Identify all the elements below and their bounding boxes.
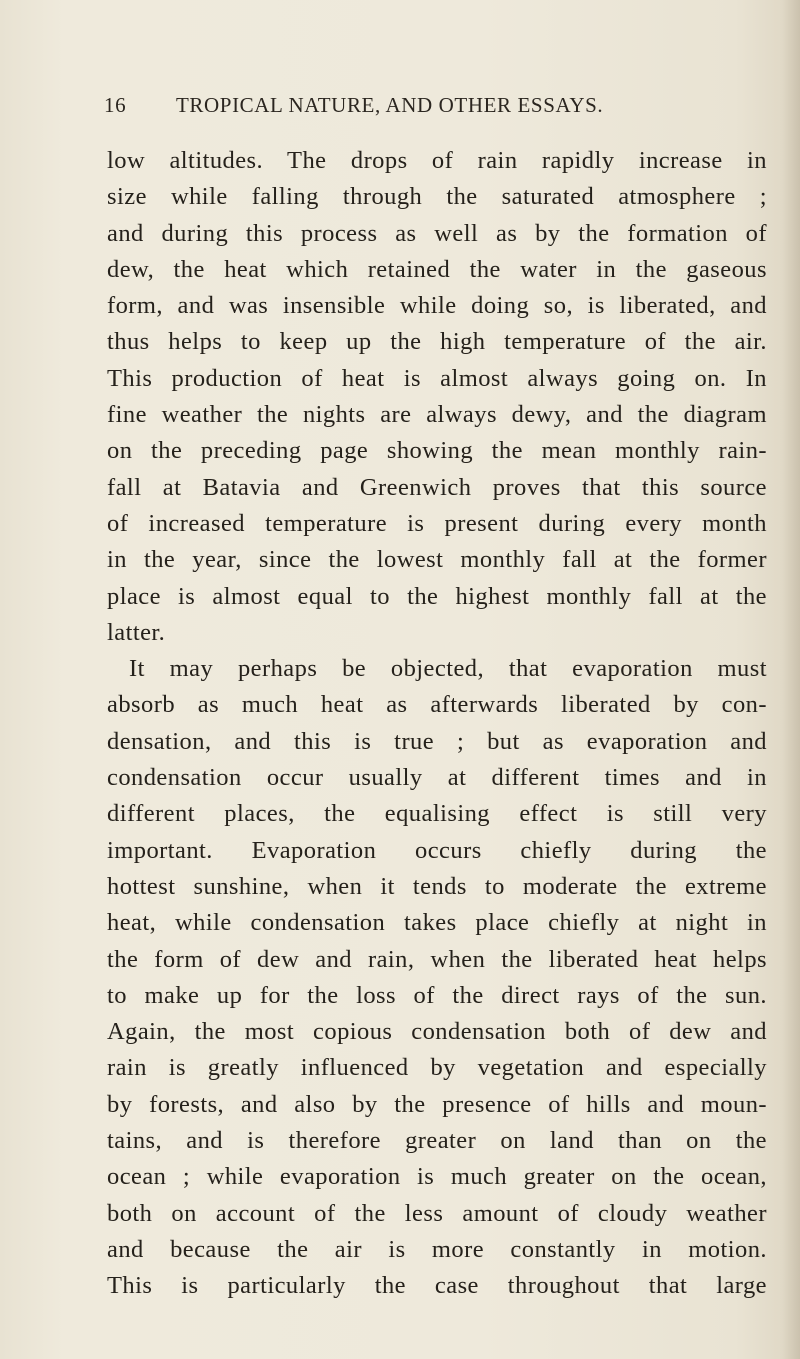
text-line: fall at Batavia and Greenwich proves that this source (107, 473, 767, 501)
text-line: low altitudes. The drops of rain rapidly increase in (107, 147, 767, 174)
text-line: This is particularly the case throughout that large (107, 1272, 767, 1300)
text-line: important. Evaporation occurs chiefly during the (107, 836, 767, 864)
text-line: heat, while condensation takes place chiefly at night in (107, 909, 767, 937)
text-line: place is almost equal to the highest monthly fall at the (107, 582, 767, 610)
text-line: and during this process as well as by the formation of (107, 219, 767, 247)
page-edge-shadow (782, 0, 800, 1359)
text-line: fine weather the nights are always dewy, and the diagram (107, 401, 767, 429)
text-line: form, and was insensible while doing so, is liberated, and (107, 292, 767, 320)
body-text (107, 143, 767, 1305)
text-line: Again, the most copious condensation both of dew and (107, 1018, 767, 1046)
text-line: of increased temperature is present during every month (107, 509, 767, 537)
text-line: This production of heat is almost always going on. In (107, 364, 767, 392)
text-line: ocean ; while evaporation is much greater on the ocean, (107, 1163, 767, 1191)
text-line: absorb as much heat as afterwards liberated by con- (107, 691, 767, 719)
text-line: the form of dew and rain, when the liberated heat helps (107, 945, 767, 973)
text-line: It may perhaps be objected, that evaporation must (129, 655, 767, 683)
text-line: dew, the heat which retained the water in the gaseous (107, 255, 767, 283)
text-line: size while falling through the saturated atmosphere ; (107, 183, 767, 211)
text-line: thus helps to keep up the high temperature of the air. (107, 328, 767, 356)
text-line: to make up for the loss of the direct rays of the sun. (107, 981, 767, 1009)
text-line: rain is greatly influenced by vegetation and especially (107, 1054, 767, 1082)
text-line: in the year, since the lowest monthly fall at the former (107, 546, 767, 574)
text-line: tains, and is therefore greater on land than on the (107, 1127, 767, 1155)
text-line: on the preceding page showing the mean monthly rain- (107, 437, 767, 465)
text-line: densation, and this is true ; but as evaporation and (107, 727, 767, 755)
text-line: by forests, and also by the presence of hills and moun- (107, 1090, 767, 1118)
text-line: different places, the equalising effect is still very (107, 800, 767, 828)
running-header (104, 93, 694, 127)
text-line: latter. (107, 618, 166, 646)
text-line: condensation occur usually at different times and in (107, 764, 767, 792)
text-line: hottest sunshine, when it tends to moderate the extreme (107, 872, 767, 900)
running-title: TROPICAL NATURE, AND OTHER ESSAYS. (176, 93, 604, 117)
page-number: 16 (104, 93, 127, 117)
text-line: both on account of the less amount of cloudy weather (107, 1199, 767, 1227)
text-line: and because the air is more constantly in motion. (107, 1235, 767, 1263)
